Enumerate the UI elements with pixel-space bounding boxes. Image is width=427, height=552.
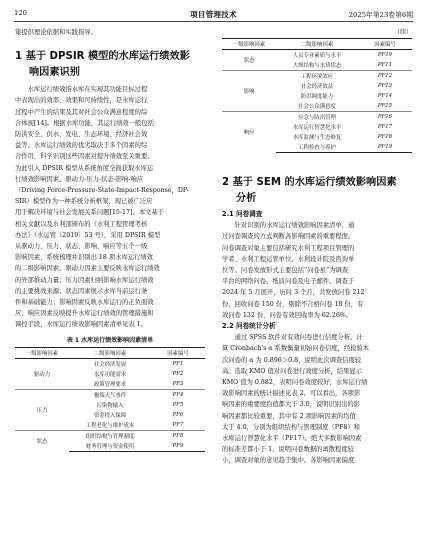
paragraph-line: 件和基础能力；影响因素反映水库运行的正负面效	[15, 299, 154, 307]
table-row	[15, 430, 205, 441]
factor-name: 大坝结构与水质状态	[292, 63, 342, 69]
factor-code: PF6	[172, 411, 184, 418]
factor-code: PF14	[377, 93, 393, 99]
table-header: 二级影响因素	[69, 347, 151, 358]
section-2-2-paragraph	[222, 332, 412, 466]
paragraph-line: 防洪安全、供水、发电、生态环境、经济社会效	[15, 131, 148, 139]
paragraph-line: 针对识别的水库运行绩效影响因素清单，通	[234, 222, 355, 230]
paragraph-line: 行绩效影响因素。驱动力-压力-状态-影响-响应	[15, 175, 144, 183]
table-header: 一级影响因素	[222, 39, 276, 50]
table-row	[222, 112, 412, 123]
factor-name: 工程检查与养护	[276, 142, 358, 153]
group-label: 状态	[15, 430, 69, 451]
factor-code: PF17	[377, 124, 393, 130]
group-label: 响应	[222, 112, 276, 153]
factor-code: PF19	[358, 142, 412, 153]
factor-name: 水库运行智慧化水平	[292, 125, 342, 131]
paragraph-line: 小，调查对象的意见趋于集中。各影响因素偏度	[222, 457, 355, 465]
paragraph-line: 过程中产生的结果及其对社会公众满意程度的综	[15, 108, 148, 116]
section1-title-line2: 响因素识别	[29, 66, 80, 78]
section2-title-line2: 分析	[236, 192, 257, 204]
paragraph-line: 过问卷调查的方式判断各影响因素的重要程度。	[222, 233, 355, 241]
page-header	[14, 7, 413, 22]
factor-name: 人员专业素质与水平	[292, 53, 342, 59]
factor-name: 工程老化与维护成本	[85, 422, 135, 429]
group-label: 影响	[222, 71, 276, 112]
paragraph-line: 的二级影响因素。驱动力因素主要反映水库运行绩效	[15, 265, 160, 273]
factor-name: 社会经济发展	[93, 361, 127, 368]
paragraph-line: 办法》（水运管〔2019〕53 号），采用 DPSIR 模型	[15, 231, 161, 239]
group-label: 状态	[243, 58, 255, 64]
paragraph-line: KMO 值为 0.882，表明问卷效度较好，水库运行绩	[222, 379, 368, 387]
factor-name: 社会经济效益	[300, 84, 334, 90]
paragraph-line: 响因素的重要度均值都大于 3.0，说明识别出的影	[222, 401, 360, 409]
factor-name: 社会公众满意度	[298, 104, 336, 110]
paragraph-line: 水库运行智慧化水平（PF17）。绝大多数影响因素	[222, 435, 362, 443]
factor-name: 工程环境效应	[276, 71, 358, 82]
factor-code: PF3	[172, 380, 184, 387]
table-row	[15, 389, 205, 400]
factor-name: 水库监测与生态修复	[292, 135, 342, 141]
factor-name: 污染物输入	[96, 402, 124, 409]
section1-paragraph	[15, 84, 205, 330]
paragraph-line: 相关文献以及水利部颁布的《水利工程管理考核	[15, 220, 148, 228]
paragraph-line: 份，回收问卷 150 份，剔除不合格问卷 18 份，有	[222, 300, 364, 308]
paragraph-line: 2024 年 5 月展开，历时 3 个月，共发放问卷 212	[222, 289, 365, 297]
paragraph-line: 的外部推动力量；压力因素归纳影响水库运行绩效	[15, 276, 154, 284]
factor-code: PF16	[358, 112, 412, 123]
left-column	[15, 27, 205, 452]
paragraph-line: 效影响因素的统计描述见表 2。可以看出，各项影	[222, 390, 361, 398]
factor-code: PF9	[151, 441, 205, 452]
factor-name: 极端天气事件	[69, 389, 151, 400]
paragraph-line: 益等。水库运行绩效的优劣取决于多个因素的综	[15, 142, 148, 150]
group-label: 驱动力	[33, 371, 51, 378]
paragraph-line: 从驱动力、压力、状态、影响、响应等五个一级	[15, 243, 148, 251]
factor-name: 水库功能需求	[93, 371, 127, 378]
table-row	[15, 358, 205, 369]
factor-name: 组织结构与管理制度	[69, 430, 151, 441]
intro-line: 策提供理论依据和实践指导。	[15, 29, 97, 36]
paragraph-line: 响因素都比较重要，其中有 2 项影响因素的均值	[222, 412, 356, 420]
section-2-1-paragraph	[222, 220, 412, 321]
factor-name: 政策管理要求	[93, 381, 127, 388]
table-header: 因素编号	[151, 347, 205, 358]
paragraph-line: 算 Cronbach's α 系数衡量初始问卷信度，经检验本	[222, 345, 370, 353]
right-column	[222, 27, 412, 467]
factor-code: PF11	[377, 62, 393, 68]
table-header: 一级影响因素	[15, 347, 69, 358]
paragraph-line: 用于解决环境与社会发展关系问题[15-17]。本文基于	[15, 209, 165, 217]
table-header: 二级影响因素	[276, 39, 358, 50]
section2-title-line1: 2 基于 SEM 的水库运行绩效影响因素	[222, 177, 397, 188]
factor-code: PF4	[151, 389, 205, 400]
paragraph-line: 的标准差都小于 1，说明问卷数据的离散程度较	[222, 446, 354, 454]
paragraph-line: 合体现[14]。根据水库功能，其运行绩效一般包括	[15, 119, 154, 127]
factor-code: PF18	[377, 134, 393, 140]
section-2-1-title: 2.1 问卷调查	[222, 210, 263, 218]
paragraph-line: 的主要挑战来源；状态因素展示水库当前运行条	[15, 287, 148, 295]
paragraph-line: 效问卷 132 份，问卷有效回收率为 62.26%。	[222, 311, 353, 319]
paragraph-line: 为此引入 DPSIR 模型从系统角度全面获取水库运	[15, 164, 154, 172]
factor-code: PF8	[151, 430, 205, 441]
paragraph-line: 问卷调查对象主要包括研究水利工程项目管理的	[222, 244, 355, 252]
factor-code: PF5	[172, 401, 184, 408]
section-2-2-title: 2.2 问卷统计分析	[222, 322, 276, 331]
section1-title-line1: 1 基于 DPSIR 模型的水库运行绩效影	[15, 51, 190, 63]
factor-code: PF13	[377, 83, 393, 89]
paragraph-line: 次问卷的 α 为 0.896＞0.8，说明此次调查信度较	[222, 356, 362, 364]
paragraph-line: 调控手段，水库运行绩效影响因素清单见表 1。	[15, 321, 147, 329]
factor-code: PF12	[358, 71, 412, 82]
paragraph-line: 中表现出的效率、效果和可持续性，是水库运行	[15, 97, 148, 105]
table-caption: 表 1 水库运行绩效影响因素清单	[66, 336, 154, 344]
factor-name: 资金投入保障	[93, 412, 127, 419]
factor-code: PF10	[377, 52, 393, 58]
paragraph-line: 合作用，科学识别这些因素对提升绩效至关重要。	[15, 153, 154, 161]
table-row	[222, 71, 412, 82]
paragraph-line: 高。选取 KMO 值对问卷进行效度分析，结果显示	[222, 367, 362, 375]
page-number: 120	[14, 9, 27, 17]
paragraph-line: 水库运行绩效指水库在实现其功能目标过程	[27, 86, 148, 94]
factor-code: PF2	[172, 370, 184, 377]
table-continued-label: （续）	[393, 29, 412, 36]
factor-code: PF15	[377, 103, 393, 109]
issue-info: 2025年第23卷第6期	[348, 11, 413, 19]
factor-name: 财务管理与资金使用	[69, 441, 151, 452]
table-1	[15, 347, 205, 452]
paragraph-line: 应；响应因素反映提升水库运行绩效的管理措施和	[15, 310, 154, 318]
table-header: 因素编号	[358, 39, 412, 50]
table-row	[222, 50, 412, 61]
group-label: 压力	[15, 389, 69, 430]
paragraph-line: 位等。问卷发放形式主要包括“问卷星”为调查	[222, 267, 349, 275]
journal-title: 项目管理技术	[190, 10, 237, 19]
paragraph-line: 平台的网络问卷、纸质问卷及电子邮件。调查于	[222, 278, 355, 286]
table-1-continued	[222, 38, 412, 153]
factor-code: PF7	[172, 421, 184, 428]
factor-name: 防洪调度能力	[300, 94, 334, 100]
paragraph-line: SIR）模型作为一种系统分析框架，现已被广泛应	[15, 198, 153, 206]
paragraph-line: 大于 4.0，分别为组织结构与管理制度（PF8）和	[222, 423, 360, 431]
paragraph-line: （Driving Force-Pressure-State-Impact-Response，DP-	[15, 187, 189, 195]
factor-name: 应急与防汛管理	[276, 112, 358, 123]
paragraph-line: 影响因素，系统梳理并识别出 18 项水库运行绩效	[15, 254, 153, 262]
paragraph-line: 通过 SPSS 软件对有效问卷进行信度分析，计	[234, 334, 363, 342]
factor-code: PF1	[172, 360, 184, 367]
paragraph-line: 学者、水利工程运管单位、水利设计院及咨询单	[222, 255, 355, 263]
